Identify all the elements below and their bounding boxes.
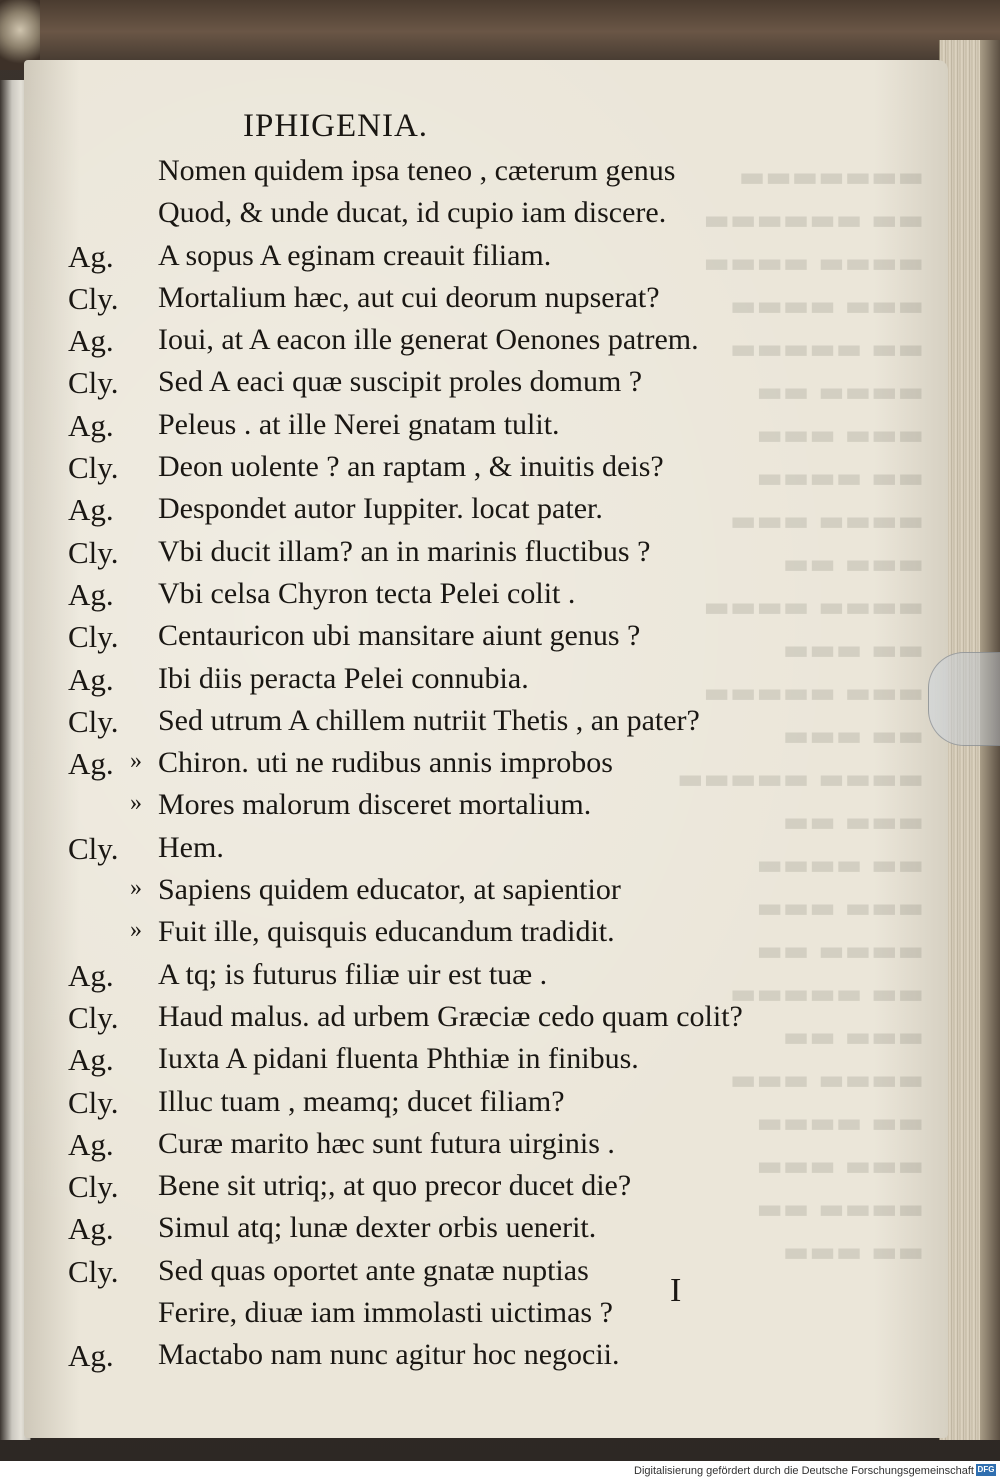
speaker-label: Cly. (68, 619, 119, 655)
verse-text: Curæ marito hæc sunt futura uirginis . (158, 1126, 615, 1160)
speaker-label: Ag. (68, 746, 114, 782)
verse-text: A tq; is futurus filiæ uir est tuæ . (158, 957, 548, 991)
speaker-label: Ag. (68, 661, 114, 697)
verse-line (60, 784, 850, 826)
speaker-label: Ag. (68, 323, 114, 359)
verse-line (60, 742, 850, 784)
page-clip-marker (928, 652, 1000, 746)
verse-line (60, 361, 850, 403)
verse-line (60, 1334, 850, 1376)
verse-line (60, 319, 850, 361)
verse-line (60, 911, 850, 953)
sententia-marker: » (130, 917, 142, 944)
verse-line (60, 488, 850, 530)
verse-text: Ioui, at A eacon ille generat Oenones patrem. (158, 323, 699, 357)
speaker-label: Cly. (68, 280, 119, 316)
speaker-label: Cly. (68, 1084, 119, 1120)
speaker-label: Ag. (68, 407, 114, 443)
verse-line (60, 531, 850, 573)
verse-text-block (60, 150, 850, 1377)
verse-text: Sed utrum A chillem nutriit Thetis , an pater? (158, 703, 700, 737)
verse-text: Mortalium hæc, aut cui deorum nupserat? (158, 280, 660, 314)
speaker-label: Cly. (68, 703, 119, 739)
verse-line (60, 658, 850, 700)
verse-text: Centauricon ubi mansitare aiunt genus ? (158, 619, 641, 653)
verse-line (60, 192, 850, 234)
speaker-label: Cly. (68, 1253, 119, 1289)
verse-text: Haud malus. ad urbem Græciæ cedo quam colit? (158, 999, 743, 1033)
verse-text: Sapiens quidem educator, at sapientior (158, 873, 621, 907)
verse-line (60, 1038, 850, 1080)
verse-text: Hem. (158, 830, 224, 864)
verse-line (60, 277, 850, 319)
verse-text: Vbi celsa Chyron tecta Pelei colit . (158, 576, 576, 610)
verse-line (60, 1123, 850, 1165)
verse-text: Peleus . at ille Nerei gnatam tulit. (158, 407, 560, 441)
show-through-text: ▬▬▬▬▬▬▬ ▬▬ ▬▬▬▬▬▬ ▬▬▬▬ ▬▬▬▬ ▬▬▬ ▬▬▬▬ ▬▬ ▬▬▬▬▬ ▬▬▬▬ ▬▬ ▬▬▬ ▬▬▬ ▬▬ ▬▬▬▬ ▬▬▬▬ ▬▬▬ ▬▬▬ ▬▬ ▬▬▬▬ ▬▬▬▬ ▬▬ ▬▬▬ ▬▬▬ ▬▬▬▬▬ ▬▬ ▬▬▬ ▬▬▬▬ ▬▬▬▬▬ ▬▬▬ ▬▬ ▬▬ ▬▬▬▬ ▬▬▬ ▬▬▬ ▬▬▬▬ ▬▬ ▬▬ ▬▬▬▬▬ ▬▬▬ ▬▬ ▬▬▬▬ ▬▬▬ ▬▬ ▬▬▬▬ ▬▬▬ ▬▬▬ ▬▬▬▬ ▬▬ ▬▬ ▬▬▬ (677, 160, 924, 1268)
verse-text: Deon uolente ? an raptam , & inuitis deis? (158, 450, 664, 484)
verse-text: Bene sit utriq;, at quo precor ducet die? (158, 1169, 632, 1203)
verse-text: Ferire, diuæ iam immolasti uictimas ? (158, 1296, 613, 1330)
verse-text: Quod, & unde ducat, id cupio iam discere. (158, 196, 667, 230)
speaker-label: Ag. (68, 492, 114, 528)
verse-text: Mactabo nam nunc agitur hoc negocii. (158, 1338, 620, 1372)
verse-line (60, 615, 850, 657)
verse-text: Vbi ducit illam? an in marinis fluctibus ? (158, 534, 651, 568)
verse-line (60, 404, 850, 446)
verse-text: Chiron. uti ne rudibus annis improbos (158, 746, 613, 780)
speaker-label: Ag. (68, 576, 114, 612)
speaker-label: Cly. (68, 830, 119, 866)
verse-line (60, 1250, 850, 1292)
verse-text: A sopus A eginam creauit filiam. (158, 238, 552, 272)
verse-line (60, 446, 850, 488)
dfg-logo-icon: DFG (977, 1465, 995, 1474)
sententia-marker: » (130, 748, 142, 775)
verse-text: Illuc tuam , meamq; ducet filiam? (158, 1084, 565, 1118)
verse-line (60, 869, 850, 911)
speaker-label: Ag. (68, 957, 114, 993)
verse-text: Sed quas oportet ante gnatæ nuptias (158, 1253, 589, 1287)
verse-line (60, 150, 850, 192)
speaker-label: Ag. (68, 238, 114, 274)
speaker-label: Ag. (68, 1126, 114, 1162)
verse-line (60, 700, 850, 742)
verse-text: Nomen quidem ipsa teneo , cæterum genus (158, 154, 676, 187)
verse-line (60, 1207, 850, 1249)
verse-text: Iuxta A pidani fluenta Phthiæ in finibus. (158, 1042, 639, 1076)
verse-text: Simul atq; lunæ dexter orbis uenerit. (158, 1211, 597, 1245)
verse-line (60, 1292, 850, 1334)
speaker-label: Cly. (68, 365, 119, 401)
speaker-label: Cly. (68, 1169, 119, 1205)
speaker-label: Ag. (68, 1042, 114, 1078)
signature-mark: I (670, 1272, 682, 1309)
verse-text: Despondet autor Iuppiter. locat pater. (158, 492, 603, 526)
verse-line (60, 573, 850, 615)
verse-line (60, 996, 850, 1038)
speaker-label: Cly. (68, 999, 119, 1035)
verse-text: Ibi diis peracta Pelei connubia. (158, 661, 529, 695)
footer-credit: Digitalisierung gefördert durch die Deutsche Forschungsgemeinschaft (634, 1465, 974, 1477)
running-head: IPHIGENIA. (243, 108, 429, 144)
speaker-label: Cly. (68, 450, 119, 486)
verse-text: Fuit ille, quisquis educandum tradidit. (158, 915, 615, 949)
verse-line (60, 235, 850, 277)
verse-text: Mores malorum disceret mortalium. (158, 788, 592, 822)
sententia-marker: » (130, 875, 142, 902)
speaker-label: Ag. (68, 1211, 114, 1247)
speaker-label: Cly. (68, 534, 119, 570)
verse-line (60, 954, 850, 996)
verse-text: Sed A eaci quæ suscipit proles domum ? (158, 365, 643, 399)
sententia-marker: » (130, 790, 142, 817)
verse-line (60, 1165, 850, 1207)
verse-line (60, 1081, 850, 1123)
verse-line (60, 827, 850, 869)
speaker-label: Ag. (68, 1338, 114, 1374)
